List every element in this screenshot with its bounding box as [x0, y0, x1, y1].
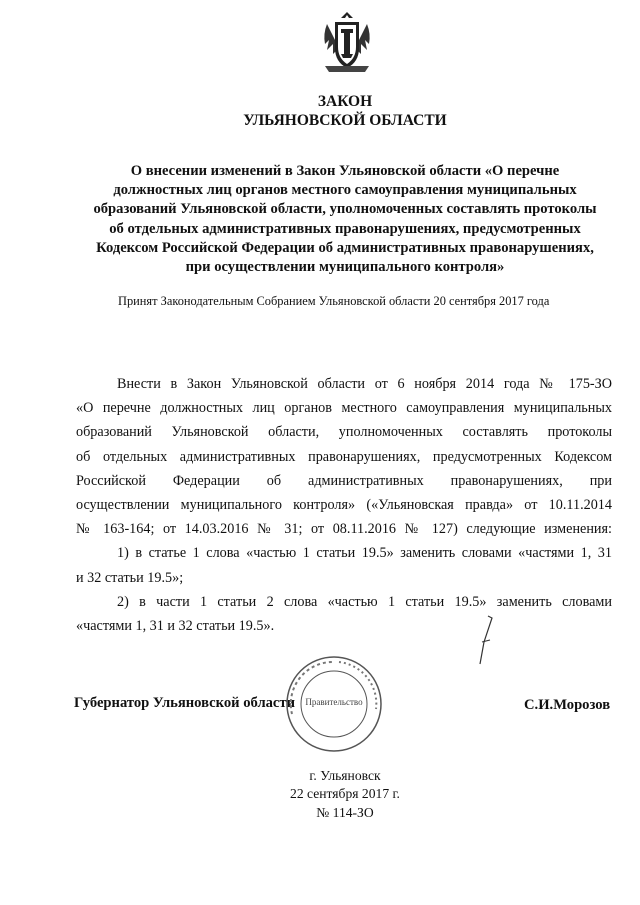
body-line: Внести в Закон Ульяновской области от 6 ноября 2014 года № 175-ЗО — [117, 376, 612, 392]
law-title-line: Кодексом Российской Федерации об административных правонарушениях, — [96, 239, 594, 256]
governor-title: Губернатор Ульяновской области — [74, 695, 295, 711]
document-heading-region: УЛЬЯНОВСКОЙ ОБЛАСТИ — [243, 112, 447, 129]
governor-name: С.И.Морозов — [524, 697, 611, 713]
law-body — [76, 372, 612, 638]
place-of-signing: г. Ульяновск — [309, 768, 381, 783]
official-stamp — [284, 654, 384, 754]
body-line: Российской Федерации об административных правонарушениях, при — [76, 472, 612, 489]
body-line: «О перечне должностных лиц органов местного самоуправления муниципальных — [76, 400, 612, 417]
law-title-line: должностных лиц органов местного самоуправления муниципальных — [113, 182, 577, 199]
body-line: № 163-164; от 14.03.2016 № 31; от 08.11.2016 № 127) следующие изменения: — [76, 521, 612, 538]
adoption-note: Принят Законодательным Собранием Ульяновской области 20 сентября 2017 года — [118, 294, 550, 308]
law-number: № 114-ЗО — [316, 805, 374, 820]
body-line: «частями 1, 31 и 32 статьи 19.5». — [76, 618, 275, 635]
body-line: 1) в статье 1 слова «частью 1 статьи 19.5» заменить словами «частями 1, 31 — [117, 545, 612, 562]
coat-of-arms-icon — [319, 10, 375, 74]
law-title-line: О внесении изменений в Закон Ульяновской области «О перечне — [130, 163, 560, 179]
body-line: осуществлении муниципального контроля» («Ульяновская правда» от 10.11.2014 — [76, 497, 612, 514]
law-title — [70, 162, 620, 277]
body-line: образований Ульяновской области, уполномоченных составлять протоколы — [76, 424, 612, 441]
signature-mark — [470, 612, 500, 672]
law-title-line: об отдельных административных правонарушениях, предусмотренных — [109, 220, 581, 237]
body-line: 2) в части 1 статьи 2 слова «частью 1 статьи 19.5» заменить словами — [117, 593, 612, 610]
body-line: об отдельных административных правонарушениях, предусмотренных Кодексом — [76, 448, 612, 465]
body-line: и 32 статьи 19.5»; — [76, 569, 184, 586]
law-title-line: образований Ульяновской области, уполномоченных составлять протоколы — [93, 201, 597, 218]
signing-date: 22 сентября 2017 г. — [290, 786, 400, 801]
law-title-line: при осуществлении муниципального контроля» — [185, 259, 505, 276]
stamp-text: Правительство — [305, 697, 363, 707]
document-heading-law: ЗАКОН — [317, 93, 373, 110]
